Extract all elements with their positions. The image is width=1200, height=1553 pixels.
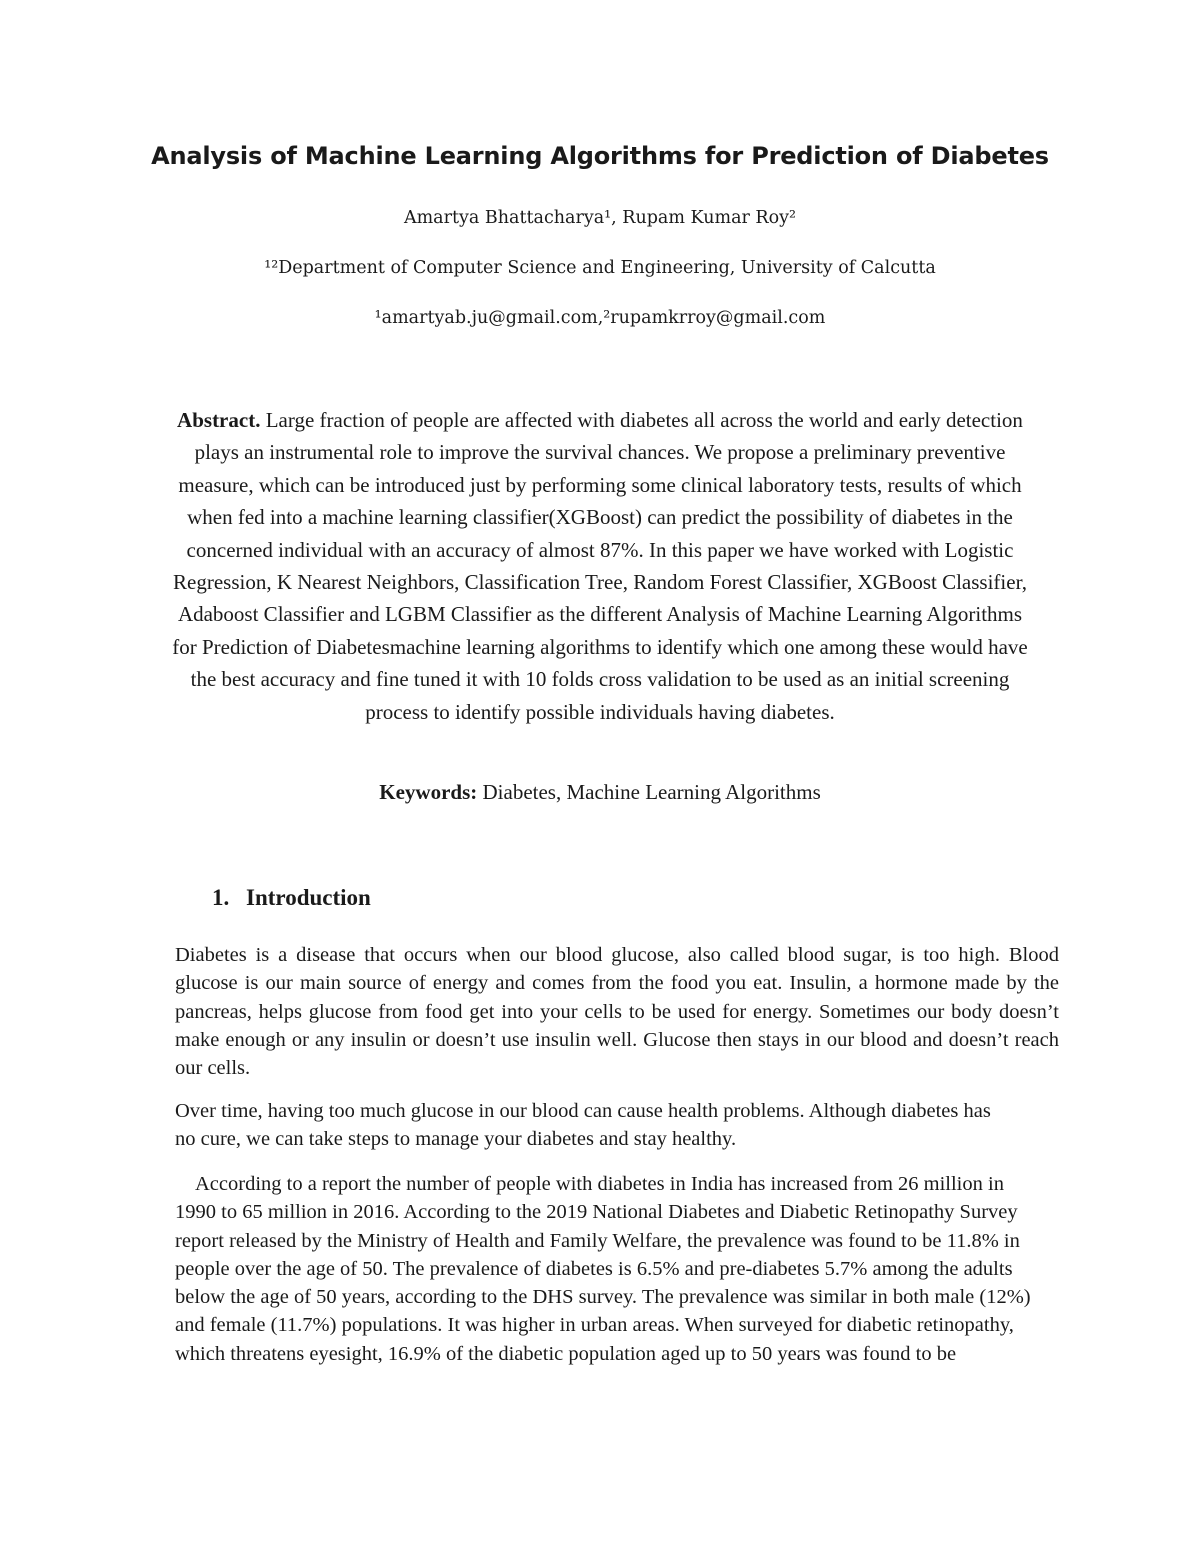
author-list: Amartya Bhattacharya¹, Rupam Kumar Roy²	[403, 208, 797, 228]
intro-paragraph-2: Over time, having too much glucose in our blood can cause health problems. Although diabetes has no cure, we can take steps to manage your diabetes and stay healthy.	[175, 1100, 991, 1151]
paper-title: Analysis of Machine Learning Algorithms for Prediction of Diabetes	[151, 142, 1049, 170]
abstract	[165, 404, 1035, 728]
keywords	[0, 780, 1200, 805]
intro-paragraph-1: Diabetes is a disease that occurs when our blood glucose, also called blood sugar, is too high. Blood glucose is our main source of energy and comes from the food you eat. Insulin, a hormone made by the pancreas, helps glucose from food get into your cells to be used for energy. Sometimes our body doesn’t make enough or any insulin or doesn’t use insulin well. Glucose then stays in our blood and doesn’t reach our cells.	[175, 944, 1059, 1080]
abstract-text: Large fraction of people are affected with diabetes all across the world and early detection plays an instrumental role to improve the survival chances. We propose a preliminary preventive measure, which can be introduced just by performing some clinical laboratory tests, results of which when fed into a machine learning classifier(XGBoost) can predict the possibility of diabetes in the concerned individual with an accuracy of almost 87%. In this paper we have worked with Logistic Regression, K Nearest Neighbors, Classification Tree, Random Forest Classifier, XGBoost Classifier, Adaboost Classifier and LGBM Classifier as the different Analysis of Machine Learning Algorithms for Prediction of Diabetesmachine learning algorithms to identify which one among these would have the best accuracy and fine tuned it with 10 folds cross validation to be used as an initial screening process to identify possible individuals having diabetes.	[172, 408, 1028, 724]
author-emails: ¹amartyab.ju@gmail.com,²rupamkrroy@gmail.com	[374, 308, 826, 328]
keywords-label: Keywords:	[379, 780, 478, 804]
section-heading-introduction	[212, 885, 371, 911]
section-title: Introduction	[246, 885, 371, 910]
keywords-text: Diabetes, Machine Learning Algorithms	[477, 780, 821, 804]
intro-paragraph-3: According to a report the number of people with diabetes in India has increased from 26 million in 1990 to 65 million in 2016. According to the 2019 National Diabetes and Diabetic Retinopathy Survey report released by the Ministry of Health and Family Welfare, the prevalence was found to be 11.8% in people over the age of 50. The prevalence of diabetes is 6.5% and pre-diabetes 5.7% among the adults below the age of 50 years, according to the DHS survey. The prevalence was similar in both male (12%) and female (11.7%) populations. It was higher in urban areas. When surveyed for diabetic retinopathy, which threatens eyesight, 16.9% of the diabetic population aged up to 50 years was found to be	[175, 1173, 1031, 1365]
section-number: 1.	[212, 885, 230, 910]
abstract-label: Abstract.	[177, 408, 261, 432]
author-affiliation: ¹²Department of Computer Science and Engineering, University of Calcutta	[264, 258, 936, 278]
